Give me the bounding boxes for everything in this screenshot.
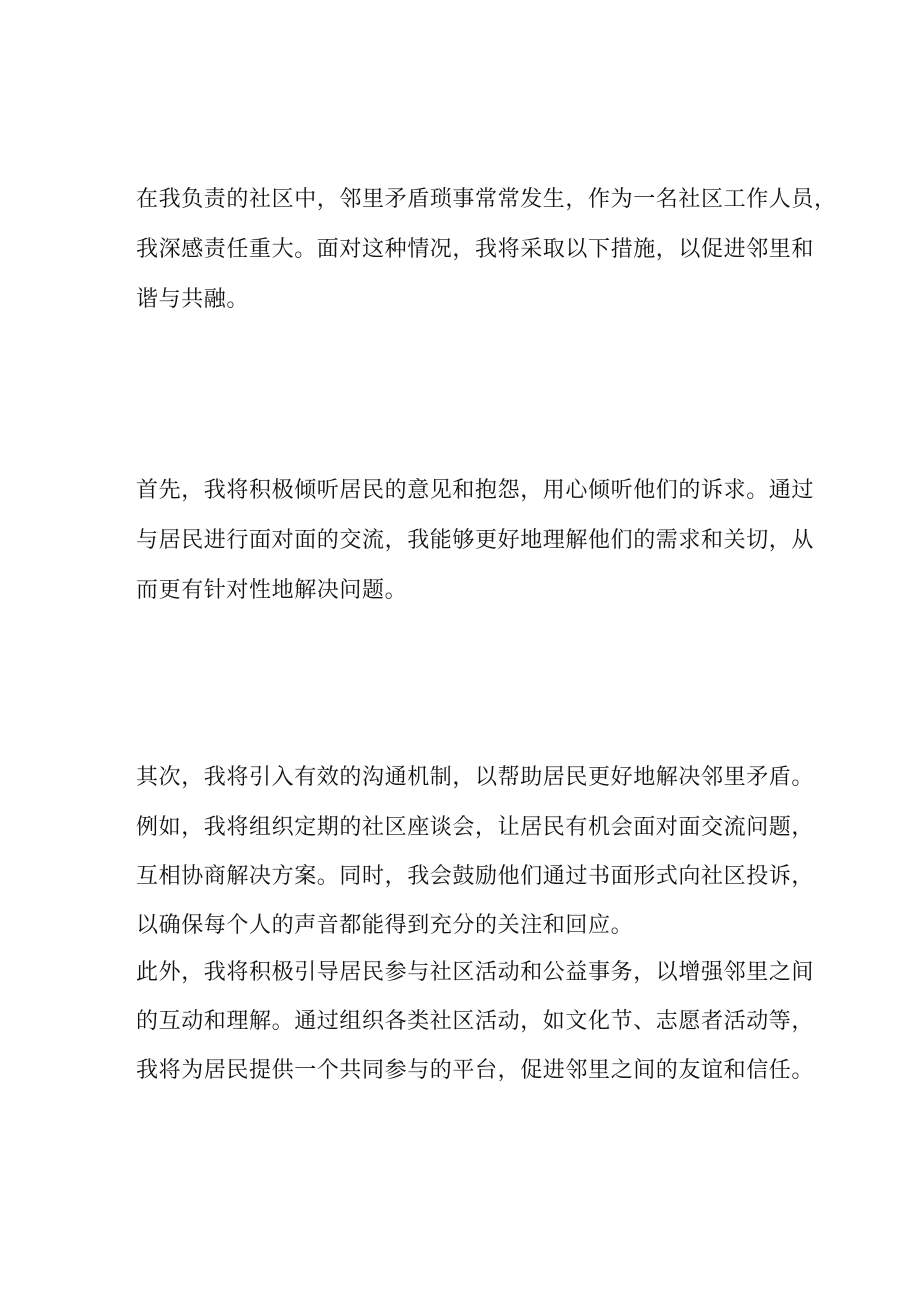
paragraph-3-line-1: 其次，我将引入有效的沟通机制，以帮助居民更好地解决邻里矛盾。 <box>136 765 815 790</box>
paragraph-2-line-3: 而更有针对性地解决问题。 <box>136 578 408 603</box>
paragraph-4-line-3: 我将为居民提供一个共同参与的平台，促进邻里之间的友谊和信任。 <box>136 1058 815 1083</box>
paragraph-3-line-2: 例如，我将组织定期的社区座谈会，让居民有机会面对面交流问题， <box>136 815 815 840</box>
paragraph-3-line-4: 以确保每个人的声音都能得到充分的关注和回应。 <box>136 913 634 938</box>
paragraph-4-line-1: 此外，我将积极引导居民参与社区活动和公益事务，以增强邻里之间 <box>136 960 815 985</box>
paragraph-1-line-2: 我深感责任重大。面对这种情况，我将采取以下措施，以促进邻里和 <box>136 237 815 262</box>
paragraph-3-line-3: 互相协商解决方案。同时，我会鼓励他们通过书面形式向社区投诉， <box>136 864 815 889</box>
paragraph-1-line-3: 谐与共融。 <box>136 287 250 312</box>
paragraph-2-line-1: 首先，我将积极倾听居民的意见和抱怨，用心倾听他们的诉求。通过 <box>136 478 815 503</box>
paragraph-4-line-2: 的互动和理解。通过组织各类社区活动，如文化节、志愿者活动等， <box>136 1009 815 1034</box>
paragraph-2-line-2: 与居民进行面对面的交流，我能够更好地理解他们的需求和关切，从 <box>136 528 815 553</box>
paragraph-1-line-1: 在我负责的社区中，邻里矛盾琐事常常发生，作为一名社区工作人员， <box>136 187 837 212</box>
